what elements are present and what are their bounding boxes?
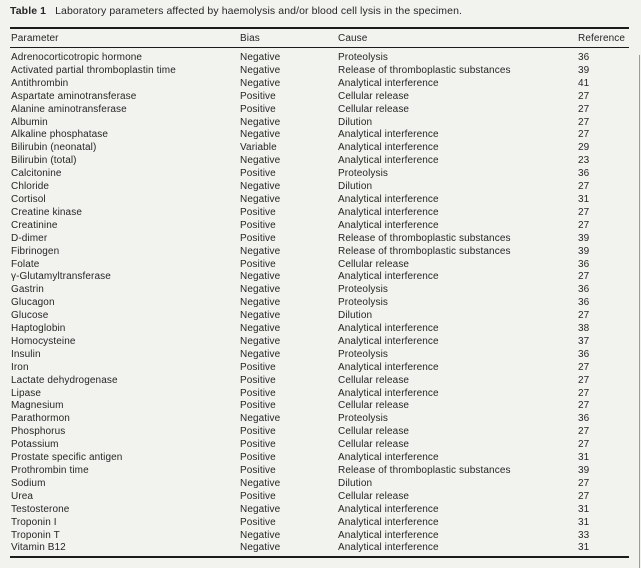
cell-bias: Positive [240, 90, 276, 102]
table-caption-line [10, 5, 462, 18]
cell-bias: Positive [240, 219, 276, 231]
cell-reference: 39 [578, 465, 590, 476]
cell-bias: Positive [240, 465, 276, 476]
cell-reference: 27 [578, 374, 590, 386]
cell-reference: 27 [578, 271, 590, 283]
cell-cause: Cellular release [338, 490, 410, 502]
cell-bias: Positive [240, 103, 276, 115]
cell-parameter: Lactate dehydrogenase [11, 374, 118, 386]
cell-parameter: Gastrin [11, 284, 44, 296]
cell-parameter: Calcitonine [11, 168, 62, 180]
cell-bias: Negative [240, 77, 281, 89]
cell-cause: Release of thromboplastic substances [338, 245, 511, 257]
rule-header-bottom [10, 47, 629, 48]
cell-cause: Cellular release [338, 374, 410, 386]
cell-parameter: Insulin [11, 348, 41, 360]
cell-bias: Positive [240, 400, 276, 412]
table-row [11, 246, 629, 259]
table-row [11, 426, 629, 439]
cell-cause: Analytical interference [338, 452, 439, 464]
table-row [11, 181, 629, 194]
cell-reference: 36 [578, 258, 590, 270]
table-row [11, 336, 629, 349]
cell-parameter: Prothrombin time [11, 465, 89, 476]
cell-cause: Analytical interference [338, 193, 439, 205]
cell-reference: 23 [578, 155, 590, 167]
cell-parameter: Antithrombin [11, 77, 69, 89]
cell-parameter: Vitamin B12 [11, 542, 66, 554]
cell-bias: Negative [240, 116, 281, 128]
table-row [11, 284, 629, 297]
cell-parameter: Glucagon [11, 297, 55, 309]
table-row [11, 155, 629, 168]
cell-bias: Negative [240, 64, 281, 76]
cell-parameter: Phosphorus [11, 426, 66, 438]
cell-cause: Analytical interference [338, 206, 439, 218]
cell-parameter: Folate [11, 258, 40, 270]
cell-parameter: Glucose [11, 310, 49, 322]
cell-cause: Analytical interference [338, 503, 439, 515]
cell-parameter: Fibrinogen [11, 245, 60, 257]
cell-parameter: Creatinine [11, 219, 58, 231]
cell-reference: 27 [578, 206, 590, 218]
cell-reference: 36 [578, 348, 590, 360]
cell-bias: Positive [240, 387, 276, 399]
cell-parameter: Alanine aminotransferase [11, 103, 127, 115]
cell-parameter: Homocysteine [11, 335, 76, 347]
table-row [11, 530, 629, 543]
cell-bias: Negative [240, 310, 281, 322]
cell-bias: Negative [240, 181, 281, 193]
cell-reference: 36 [578, 297, 590, 309]
table-row [11, 452, 629, 465]
cell-reference: 27 [578, 426, 590, 438]
cell-parameter: Bilirubin (neonatal) [11, 142, 97, 154]
cell-reference: 27 [578, 181, 590, 193]
cell-parameter: Activated partial thromboplastin time [11, 64, 176, 76]
cell-cause: Proteolysis [338, 168, 389, 180]
table-row [11, 78, 629, 91]
cell-parameter: Sodium [11, 477, 46, 489]
cell-cause: Analytical interference [338, 542, 439, 554]
cell-bias: Negative [240, 413, 281, 425]
cell-bias: Positive [240, 361, 276, 373]
cell-cause: Analytical interference [338, 155, 439, 167]
cell-reference: 31 [578, 193, 590, 205]
table-row [11, 362, 629, 375]
cell-parameter: Lipase [11, 387, 42, 399]
table-row [11, 478, 629, 491]
cell-parameter: γ-Glutamyltransferase [11, 271, 111, 283]
cell-cause: Cellular release [338, 439, 410, 451]
cell-reference: 31 [578, 503, 590, 515]
cell-cause: Cellular release [338, 258, 410, 270]
cell-cause: Analytical interference [338, 219, 439, 231]
cell-cause: Cellular release [338, 103, 410, 115]
cell-reference: 27 [578, 361, 590, 373]
cell-bias: Negative [240, 52, 281, 63]
cell-cause: Proteolysis [338, 348, 389, 360]
cell-parameter: Testosterone [11, 503, 70, 515]
cell-parameter: Iron [11, 361, 29, 373]
cell-bias: Positive [240, 426, 276, 438]
table-row [11, 129, 629, 142]
cell-bias: Negative [240, 477, 281, 489]
table-row [11, 271, 629, 284]
cell-parameter: Haptoglobin [11, 323, 66, 335]
table-row [11, 220, 629, 233]
table-caption: Laboratory parameters affected by haemolysis and/or blood cell lysis in the specimen. [55, 5, 463, 17]
cell-parameter: Creatine kinase [11, 206, 82, 218]
table-row [11, 542, 629, 555]
table-row [11, 517, 629, 530]
cell-reference: 31 [578, 542, 590, 554]
cell-bias: Negative [240, 271, 281, 283]
cell-bias: Negative [240, 155, 281, 167]
cell-cause: Analytical interference [338, 323, 439, 335]
cell-parameter: Troponin T [11, 529, 60, 541]
cell-bias: Positive [240, 452, 276, 464]
cell-reference: 27 [578, 129, 590, 141]
cell-reference: 27 [578, 219, 590, 231]
cell-cause: Release of thromboplastic substances [338, 64, 511, 76]
cell-cause: Dilution [338, 181, 373, 193]
cell-parameter: Bilirubin (total) [11, 155, 77, 167]
cell-bias: Negative [240, 297, 281, 309]
cell-bias: Negative [240, 503, 281, 515]
cell-cause: Analytical interference [338, 361, 439, 373]
cell-reference: 27 [578, 387, 590, 399]
cell-bias: Negative [240, 284, 281, 296]
cell-reference: 39 [578, 64, 590, 76]
cell-cause: Dilution [338, 116, 373, 128]
table-row [11, 207, 629, 220]
cell-cause: Release of thromboplastic substances [338, 232, 511, 244]
table-row [11, 439, 629, 452]
cell-cause: Analytical interference [338, 129, 439, 141]
table-header [11, 33, 629, 44]
table-row [11, 194, 629, 207]
column-header-cause: Cause [338, 33, 368, 44]
cell-reference: 27 [578, 310, 590, 322]
cell-bias: Positive [240, 374, 276, 386]
table-row [11, 504, 629, 517]
cell-reference: 41 [578, 77, 590, 89]
cell-cause: Analytical interference [338, 142, 439, 154]
cell-reference: 39 [578, 232, 590, 244]
cell-reference: 37 [578, 335, 590, 347]
cell-parameter: Adrenocorticotropic hormone [11, 52, 143, 63]
cell-cause: Proteolysis [338, 297, 389, 309]
cell-cause: Proteolysis [338, 52, 389, 63]
table-row [11, 465, 629, 478]
cell-parameter: Troponin I [11, 516, 57, 528]
cell-reference: 27 [578, 477, 590, 489]
cell-cause: Dilution [338, 477, 373, 489]
table-row [11, 52, 629, 65]
cell-cause: Analytical interference [338, 516, 439, 528]
table-row [11, 349, 629, 362]
cell-reference: 27 [578, 116, 590, 128]
cell-reference: 27 [578, 439, 590, 451]
cell-bias: Variable [240, 142, 277, 154]
column-header-bias: Bias [240, 33, 260, 44]
cell-cause: Cellular release [338, 426, 410, 438]
cell-bias: Positive [240, 168, 276, 180]
table-row [11, 104, 629, 117]
cell-bias: Positive [240, 232, 276, 244]
table-body [11, 52, 629, 555]
cell-bias: Negative [240, 529, 281, 541]
cell-bias: Positive [240, 258, 276, 270]
cell-reference: 27 [578, 400, 590, 412]
cell-cause: Proteolysis [338, 413, 389, 425]
cell-parameter: Potassium [11, 439, 59, 451]
table-row [11, 259, 629, 272]
cell-reference: 36 [578, 168, 590, 180]
cell-reference: 33 [578, 529, 590, 541]
cell-parameter: Magnesium [11, 400, 64, 412]
cell-bias: Positive [240, 490, 276, 502]
cell-bias: Negative [240, 193, 281, 205]
table-row [11, 168, 629, 181]
cell-parameter: Parathormon [11, 413, 70, 425]
cell-reference: 39 [578, 245, 590, 257]
cell-bias: Negative [240, 245, 281, 257]
cell-bias: Positive [240, 206, 276, 218]
cell-cause: Dilution [338, 310, 373, 322]
cell-bias: Negative [240, 542, 281, 554]
cell-parameter: Albumin [11, 116, 48, 128]
table-row [11, 65, 629, 78]
cell-reference: 29 [578, 142, 590, 154]
table-row [11, 388, 629, 401]
cell-reference: 27 [578, 103, 590, 115]
cell-reference: 27 [578, 90, 590, 102]
cell-reference: 38 [578, 323, 590, 335]
cell-bias: Negative [240, 335, 281, 347]
table-row [11, 375, 629, 388]
cell-cause: Cellular release [338, 400, 410, 412]
table-label: Table 1 [10, 5, 47, 17]
cell-parameter: Cortisol [11, 193, 46, 205]
cell-cause: Cellular release [338, 90, 410, 102]
table-row [11, 400, 629, 413]
table-row [11, 297, 629, 310]
table-row [11, 310, 629, 323]
table-row [11, 91, 629, 104]
cell-parameter: Urea [11, 490, 34, 502]
cell-bias: Negative [240, 129, 281, 141]
cell-reference: 27 [578, 490, 590, 502]
table-row [11, 233, 629, 246]
cell-bias: Positive [240, 516, 276, 528]
scan-edge-line [639, 55, 640, 568]
cell-cause: Analytical interference [338, 77, 439, 89]
table-row [11, 117, 629, 130]
rule-bottom [10, 556, 629, 558]
cell-cause: Analytical interference [338, 529, 439, 541]
cell-cause: Proteolysis [338, 284, 389, 296]
cell-cause: Analytical interference [338, 271, 439, 283]
cell-parameter: Alkaline phosphatase [11, 129, 109, 141]
cell-parameter: Aspartate aminotransferase [11, 90, 137, 102]
table-row [11, 413, 629, 426]
table-row [11, 491, 629, 504]
column-header-reference: Reference [578, 33, 626, 44]
cell-reference: 31 [578, 452, 590, 464]
cell-bias: Negative [240, 323, 281, 335]
table-row [11, 142, 629, 155]
cell-reference: 36 [578, 413, 590, 425]
cell-reference: 31 [578, 516, 590, 528]
cell-parameter: Chloride [11, 181, 50, 193]
cell-reference: 36 [578, 284, 590, 296]
cell-parameter: Prostate specific antigen [11, 452, 123, 464]
cell-cause: Analytical interference [338, 335, 439, 347]
column-header-parameter: Parameter [11, 33, 59, 44]
cell-bias: Negative [240, 348, 281, 360]
cell-cause: Release of thromboplastic substances [338, 465, 511, 476]
rule-top [10, 27, 629, 29]
cell-reference: 36 [578, 52, 590, 63]
cell-cause: Analytical interference [338, 387, 439, 399]
table-row [11, 323, 629, 336]
cell-parameter: D-dimer [11, 232, 48, 244]
cell-bias: Positive [240, 439, 276, 451]
